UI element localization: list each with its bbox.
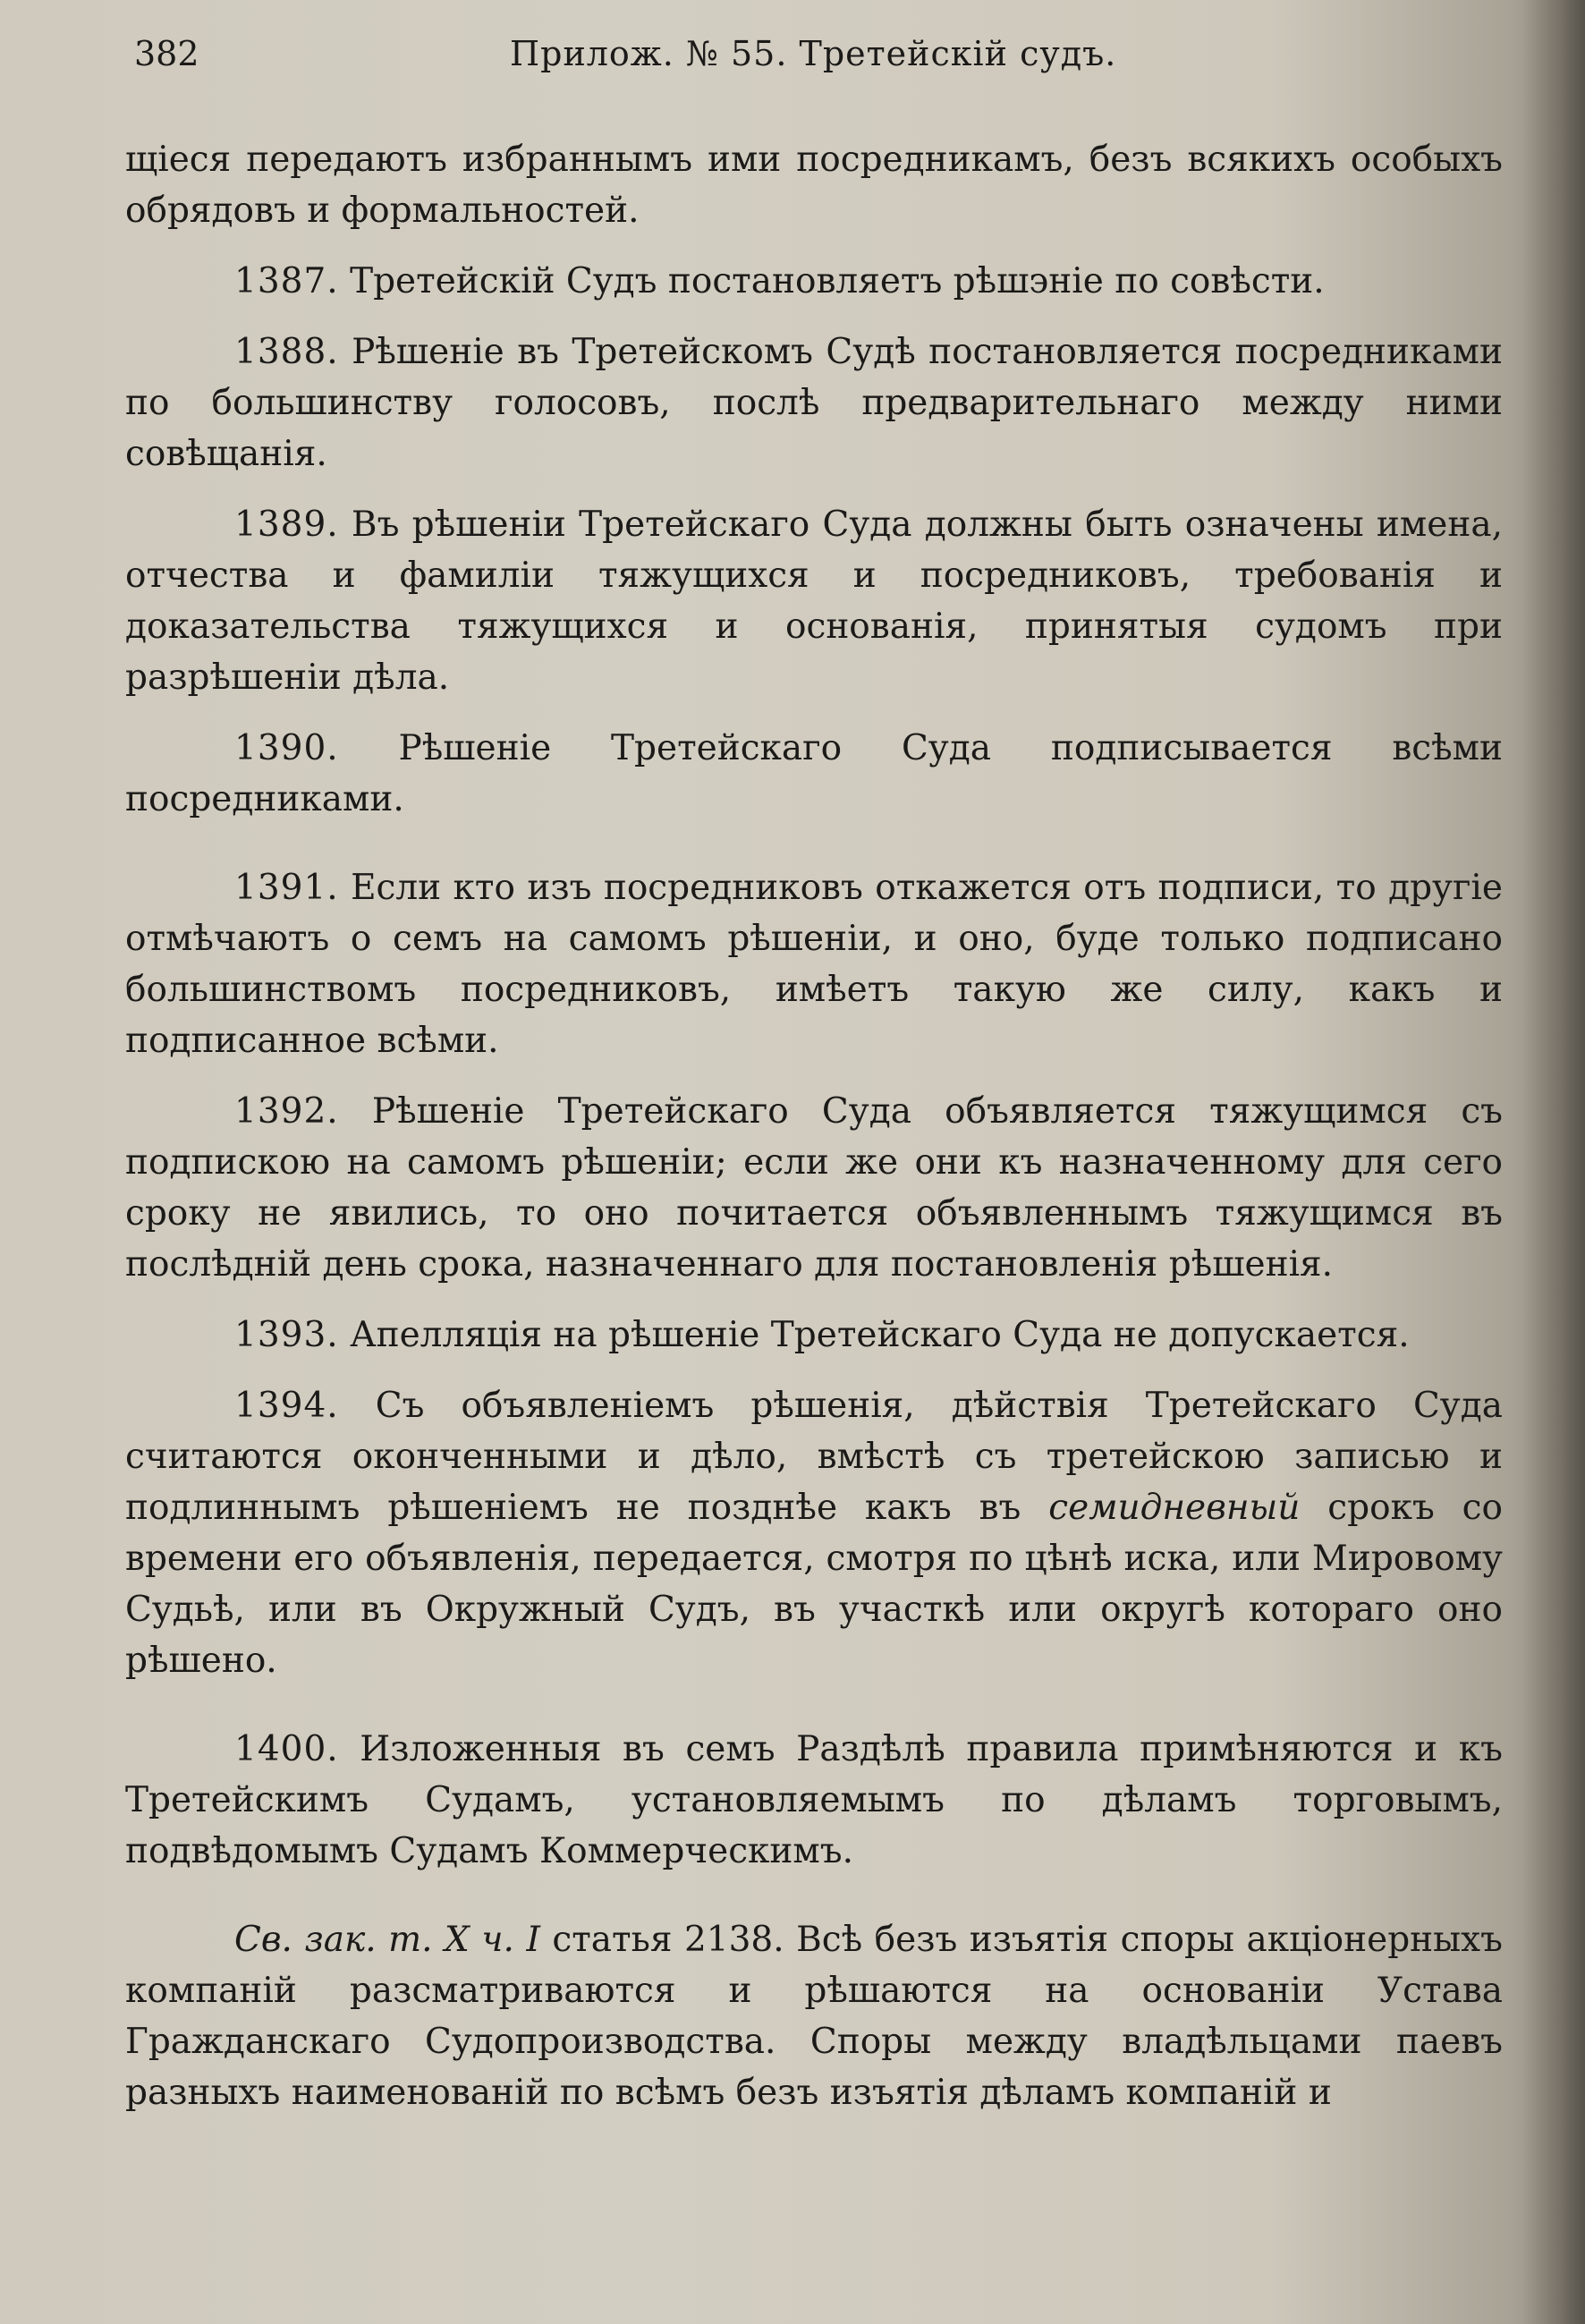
paragraph-text: щіеся передаютъ избраннымъ ими посредникамъ, безъ всякихъ особыхъ обрядовъ и формальностей. — [125, 140, 1503, 231]
article-1390 — [125, 723, 1503, 825]
article-number: 1400. — [234, 1729, 339, 1769]
article-number: 1390. — [234, 728, 339, 768]
paragraph-continuation — [125, 134, 1503, 236]
article-number: 1392. — [234, 1091, 339, 1132]
article-1387 — [125, 256, 1503, 307]
paragraph-text: Апелляція на рѣшеніе Третейскаго Суда не допускается. — [350, 1315, 1410, 1355]
paragraph-text: статья 2138. Всѣ безъ изъятія споры акціонерныхъ компаній разсматриваются и рѣшаются на основаніи Устава Гражданскаго Судопроизводства. Споры между владѣльцами паевъ разныхъ наименованій по всѣмъ безъ изъятія дѣламъ компаній и — [125, 1920, 1503, 2113]
paragraph-text: Если кто изъ посредниковъ откажется отъ подписи, то другіе отмѣчаютъ о семъ на самомъ рѣшеніи, и оно, буде только подписано большинствомъ посредниковъ, имѣетъ такую же силу, какъ и подписанное всѣми. — [125, 868, 1503, 1061]
page-number: 382 — [134, 34, 199, 73]
paragraph-text: Изложенныя въ семъ Раздѣлѣ правила примѣняются и къ Третейскимъ Судамъ, установляемымъ по дѣламъ торговымъ, подвѣдомымъ Судамъ Коммерческимъ. — [125, 1729, 1503, 1871]
article-number: 1394. — [234, 1386, 339, 1426]
article-number: 1391. — [234, 868, 339, 908]
article-number: 1393. — [234, 1315, 339, 1355]
article-number: 1388. — [234, 332, 339, 372]
article-1391 — [125, 862, 1503, 1066]
paragraph-text: Въ рѣшеніи Третейскаго Суда должны быть означены имена, отчества и фамиліи тяжущихся и посредниковъ, требованія и доказательства тяжущихся и основанія, принятыя судомъ при разрѣшеніи дѣла. — [125, 505, 1503, 698]
running-title: Прилож. № 55. Третейскій судъ. — [510, 34, 1117, 73]
paragraph-text-after: срокъ со времени его объявленія, передается, смотря по цѣнѣ иска, или Мировому Судьѣ, или въ Окружный Судъ, въ участкѣ или округѣ котораго оно рѣшено. — [125, 1488, 1503, 1681]
article-1400 — [125, 1724, 1503, 1877]
article-1389 — [125, 499, 1503, 703]
article-1393 — [125, 1310, 1503, 1361]
paragraph-text-before: Съ объявленіемъ рѣшенія, дѣйствія Третейскаго Суда считаются оконченными и дѣло, вмѣстѣ съ третейскою записью и подлиннымъ рѣшеніемъ не позднѣе какъ въ — [125, 1386, 1503, 1528]
page-body — [125, 134, 1503, 2138]
page-header — [125, 34, 1503, 79]
emphasized-term: семидневный — [1048, 1488, 1301, 1528]
paragraph-text: Рѣшеніе Третейскаго Суда подписывается всѣми посредниками. — [125, 728, 1504, 819]
article-number: 1389. — [234, 505, 339, 545]
article-1394 — [125, 1380, 1503, 1686]
paragraph-text: Рѣшеніе въ Третейскомъ Судѣ постановляется посредниками по большинству голосовъ, послѣ предварительнаго между ними совѣщанія. — [125, 332, 1503, 474]
citation-paragraph — [125, 1914, 1503, 2118]
citation-reference: Св. зак. т. X ч. I — [234, 1920, 540, 1960]
book-spine-shadow — [1522, 0, 1585, 2324]
article-1392 — [125, 1086, 1503, 1290]
article-number: 1387. — [234, 261, 339, 301]
paragraph-text: Рѣшеніе Третейскаго Суда объявляется тяжущимся съ подпискою на самомъ рѣшеніи; если же они къ назначенному для сего сроку не явились, то оно почитается объявленнымъ тяжущимся въ послѣдній день срока, назначеннаго для постановленія рѣшенія. — [125, 1091, 1503, 1285]
paragraph-text: Третейскій Судъ постановляетъ рѣшэніе по совѣсти. — [350, 261, 1325, 301]
article-1388 — [125, 327, 1503, 479]
